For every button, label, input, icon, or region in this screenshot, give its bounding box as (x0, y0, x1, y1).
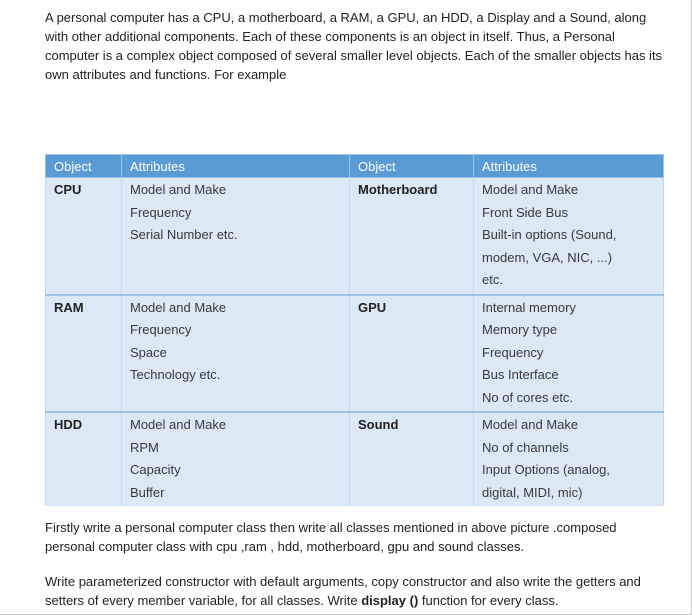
task-paragraph-2 (45, 572, 665, 610)
attribute-item: Buffer (130, 484, 165, 500)
attribute-item: Front Side Bus (482, 204, 568, 220)
attribute-item: digital, MIDI, mic) (482, 484, 583, 500)
attributes-left (122, 295, 350, 413)
table-header-row (46, 155, 664, 178)
attribute-item: Technology etc. (130, 367, 221, 382)
attributes-left (122, 178, 350, 295)
attribute-item: Model and Make (482, 182, 579, 197)
display-function-name: display () (361, 593, 419, 608)
table-row (46, 412, 664, 507)
attributes-right (474, 295, 664, 413)
attribute-item: Bus Interface (482, 367, 559, 382)
table-row (46, 295, 664, 413)
attribute-item: Built-in options (Sound, (482, 227, 617, 242)
object-name-left: RAM (46, 295, 122, 413)
header-attributes-1: Attributes (122, 155, 350, 178)
object-name-left: HDD (46, 412, 122, 507)
object-name-left: CPU (46, 178, 122, 295)
object-name-right: Motherboard (350, 178, 474, 295)
attribute-item: Frequency (130, 204, 192, 220)
attribute-item: Model and Make (130, 299, 227, 315)
intro-paragraph: A personal computer has a CPU, a motherboard, a RAM, a GPU, an HDD, a Display and a Sound, along with other additional components. Each of these components is an object in itself. Thus, a Personal computer is a complex object composed of several smaller level objects. Each of the smaller objects has its own attributes and functions. For example (45, 10, 663, 82)
attribute-item: Frequency (482, 344, 544, 360)
attributes-left (122, 412, 350, 507)
header-attributes-2: Attributes (474, 155, 664, 178)
attribute-item: Serial Number etc. (130, 227, 238, 242)
attribute-item: Model and Make (130, 417, 227, 432)
attribute-item: modem, VGA, NIC, ...) (482, 249, 613, 265)
attribute-item: Input Options (analog, (482, 462, 610, 477)
attribute-item: Model and Make (482, 417, 579, 432)
object-name-right: GPU (350, 295, 474, 413)
table-row (46, 178, 664, 295)
header-object-2: Object (350, 155, 474, 178)
attribute-item: No of cores etc. (482, 389, 574, 405)
attribute-item: No of channels (482, 439, 569, 455)
attribute-item: RPM (130, 439, 159, 455)
attributes-right (474, 178, 664, 295)
attribute-item: Space (130, 344, 167, 360)
object-name-right: Sound (350, 412, 474, 507)
attribute-item: etc. (482, 272, 503, 287)
task-text-start: Write parameterized constructor with default arguments, copy constructor and also write the getters and setters of every member variable, for all classes. Write (45, 574, 641, 608)
header-object-1: Object (46, 155, 122, 178)
components-table (45, 154, 664, 507)
attribute-item: Memory type (482, 322, 558, 337)
attribute-item: Internal memory (482, 299, 576, 315)
attribute-item: Frequency (130, 322, 192, 337)
attributes-right (474, 412, 664, 507)
task-text-end: function for every class. (418, 593, 559, 608)
attribute-item: Capacity (130, 462, 181, 477)
attribute-item: Model and Make (130, 182, 227, 197)
task-paragraph-1: Firstly write a personal computer class then write all classes mentioned in above picture .composed personal computer class with cpu ,ram , hdd, motherboard, gpu and sound classes. (45, 520, 617, 554)
